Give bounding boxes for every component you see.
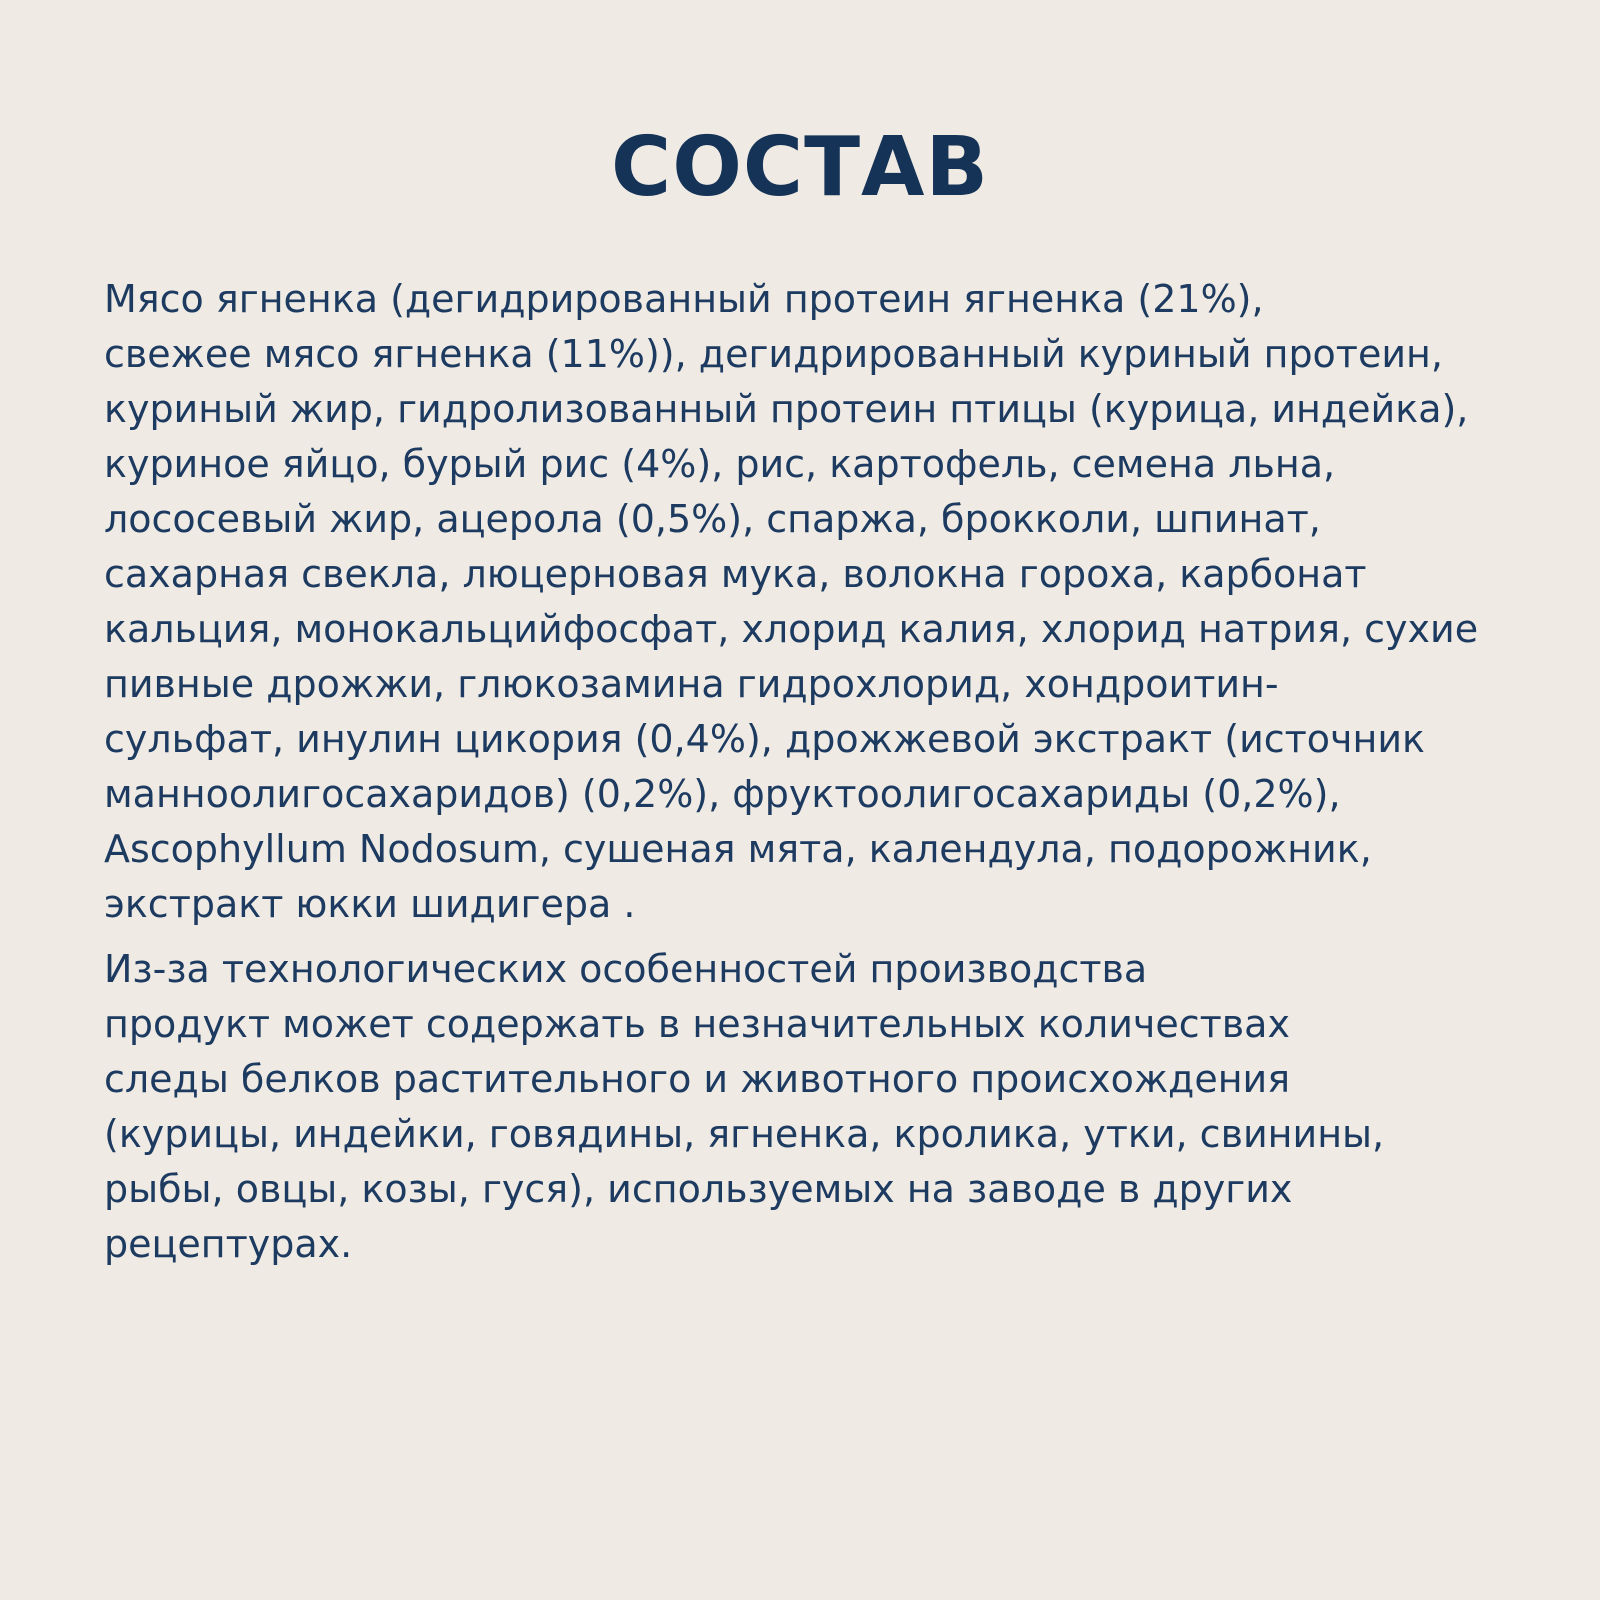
composition-line: свежее мясо ягненка (11%)), дегидрированный куриный протеин,	[104, 332, 1443, 376]
composition-line: сахарная свекла, люцерновая мука, волокна гороха, карбонат	[104, 552, 1367, 596]
composition-text	[104, 272, 1544, 932]
disclaimer-line: (курицы, индейки, говядины, ягненка, кролика, утки, свинины,	[104, 1112, 1385, 1156]
disclaimer-line: Из-за технологических особенностей производства	[104, 947, 1148, 991]
disclaimer-line: продукт может содержать в незначительных количествах	[104, 1002, 1290, 1046]
disclaimer-text	[104, 942, 1544, 1272]
composition-line: Ascophyllum Nodosum, сушеная мята, календула, подорожник,	[104, 827, 1372, 871]
composition-line: лососевый жир, ацерола (0,5%), спаржа, брокколи, шпинат,	[104, 497, 1321, 541]
composition-line: сульфат, инулин цикория (0,4%), дрожжевой экстракт (источник	[104, 717, 1426, 761]
composition-line: куриный жир, гидролизованный протеин птицы (курица, индейка),	[104, 387, 1469, 431]
page-title: СОСТАВ	[611, 120, 989, 215]
composition-line: манноолигосахаридов) (0,2%), фруктоолигосахариды (0,2%),	[104, 772, 1341, 816]
disclaimer-line: следы белков растительного и животного происхождения	[104, 1057, 1291, 1101]
disclaimer-line: рыбы, овцы, козы, гуся), используемых на заводе в других	[104, 1167, 1293, 1211]
composition-line: куриное яйцо, бурый рис (4%), рис, картофель, семена льна,	[104, 442, 1336, 486]
disclaimer-line: рецептурах.	[104, 1222, 353, 1266]
composition-line: Мясо ягненка (дегидрированный протеин ягненка (21%),	[104, 277, 1264, 321]
composition-line: экстракт юкки шидигера .	[104, 882, 636, 926]
composition-line: пивные дрожжи, глюкозамина гидрохлорид, хондроитин-	[104, 662, 1279, 706]
composition-line: кальция, монокальцийфосфат, хлорид калия, хлорид натрия, сухие	[104, 607, 1479, 651]
